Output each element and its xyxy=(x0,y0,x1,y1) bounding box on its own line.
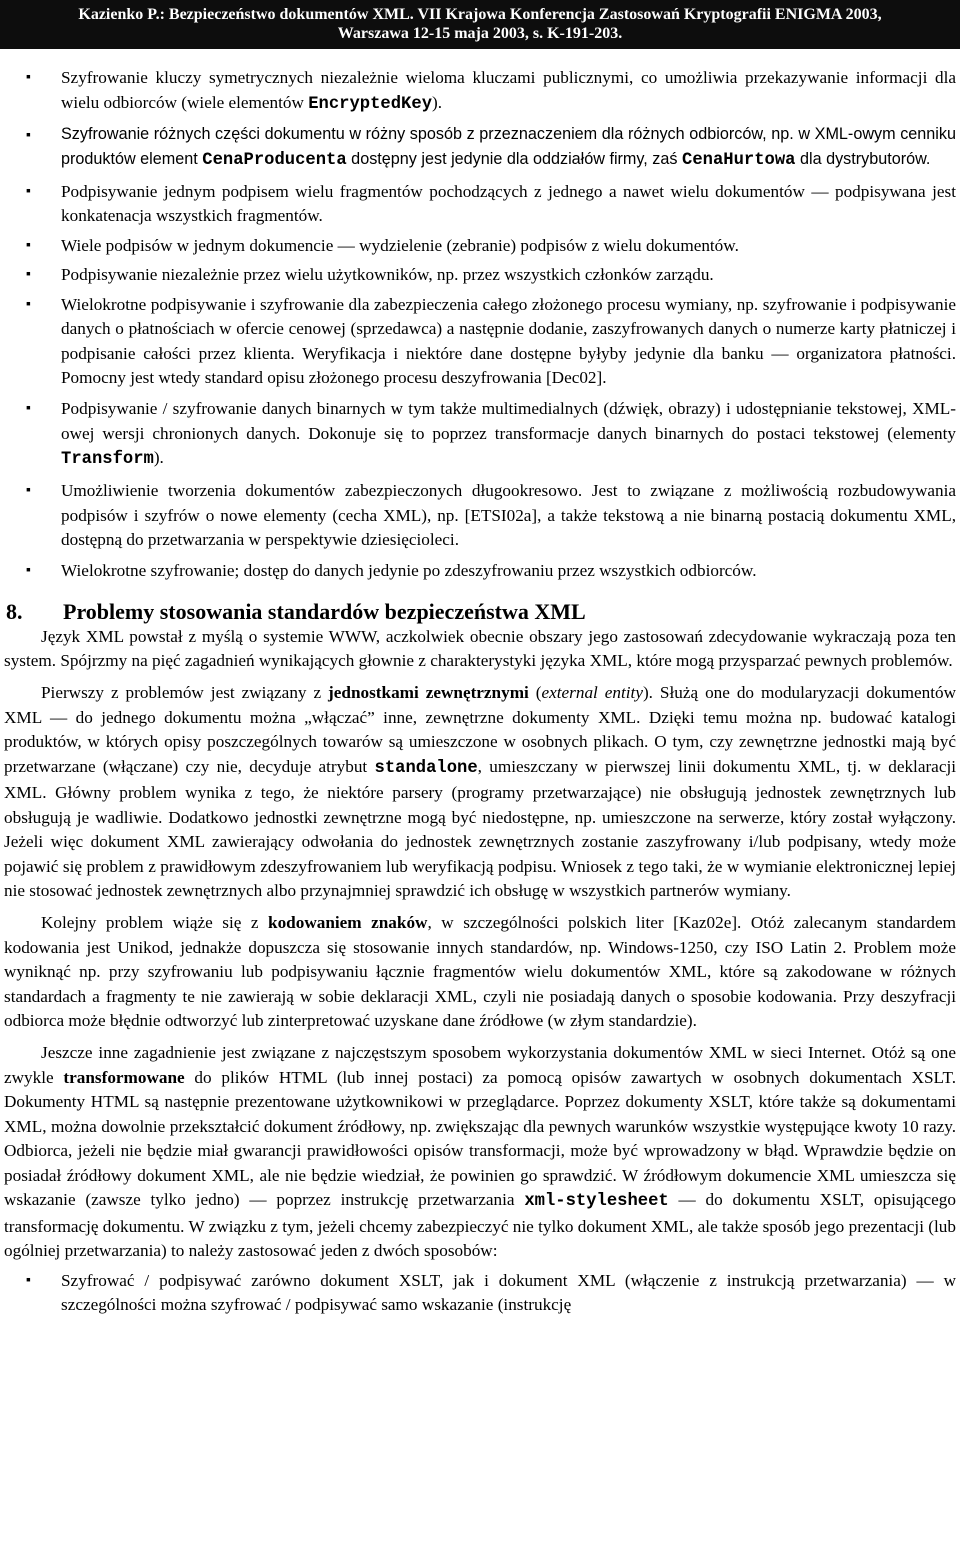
code-term: CenaHurtowa xyxy=(682,150,796,170)
feature-bullet-list xyxy=(4,66,956,584)
list-item: ▪ Podpisywanie / szyfrowanie danych binarnych w tym także multimedialnych (dźwięk, obrazy) i udostępnianie tekstowej, XML-owej wersji chronionych danych. Dokonuje się to poprzez transformacje danych binarnych do postaci tekstowej (elementy Transform). xyxy=(26,399,956,469)
code-term: xml-stylesheet xyxy=(524,1192,669,1211)
paragraph-character-encoding: Kolejny problem wiąże się z kodowaniem znaków, w szczególności polskich liter [Kaz02e]. Otóż zalecanym standardem kodowania jest Unikod, jednakże dopuszcza się stosowanie innych standardów, np. Windows-1250, czy ISO Latin 2. Problem może wyniknąć np. przy szyfrowaniu lub podpisywaniu łącznie fragmentów wielu dokumentów XML, które są zakodowane w różnych standardach a fragmenty te nie zawierają w sobie deklaracji XML, czyli nie posiadają danych o sposobie kodowania. Przy deszyfracji odbiorca może błędnie odtworzyć lub zinterpretować uzyskane dane źródłowe (w złym standardzie). xyxy=(4,913,956,1030)
page-body xyxy=(4,66,956,1318)
section-title: Problemy stosowania standardów bezpieczeństwa XML xyxy=(63,598,586,624)
bold-term: kodowaniem znaków xyxy=(268,913,428,932)
header-citation-line2: Warszawa 12-15 maja 2003, s. K-191-203. xyxy=(337,25,623,42)
bullet-square-icon: ▪ xyxy=(26,401,31,416)
paragraph-intro: Język XML powstał z myślą o systemie WWW, aczkolwiek obecnie obszary jego zastosowań zdecydowanie wykraczają poza ten system. Spójrzmy na pięć zagadnień wynikających głownie z charakterystyki języka XML, które mogą przysparzać pewnych problemów. xyxy=(4,626,956,670)
bullet-square-icon: ▪ xyxy=(26,267,31,282)
list-item: ▪ Wiele podpisów w jednym dokumencie — wydzielenie (zebranie) podpisów z wielu dokumentów. xyxy=(4,234,956,259)
list-item: ▪ Podpisywanie jednym podpisem wielu fragmentów pochodzących z jednego a nawet wielu dokumentów — podpisywana jest konkatenacja wszystkich fragmentów. xyxy=(26,181,956,225)
bullet-square-icon: ▪ xyxy=(26,237,31,253)
section-heading xyxy=(6,599,956,625)
header-citation-line1: Kazienko P.: Bezpieczeństwo dokumentów XML. VII Krajowa Konferencja Zastosowań Kryptografii ENIGMA 2003, xyxy=(78,6,882,23)
bullet-square-icon: ▪ xyxy=(26,296,31,312)
paragraph-transformations: Jeszcze inne zagadnienie jest związane z najczęstszym sposobem wykorzystania dokumentów XML w sieci Internet. Otóż są one zwykle transformowane do plików HTML (lub innej postaci) za pomocą opisów zawartych w osobnych dokumentach XSLT. Dokumenty HTML są następnie prezentowane użytkownikowi w przeglądarce. Poprzez dokumenty XSLT, które także są dokumentami XML, można dowolnie przekształcić dokument źródłowy, np. zwiększając dla pewnych warunków wszystkie występujące kwoty 10 razy. Odbiorca, jeżeli nie będzie miał gwarancji prawidłowości opisów transformacji, może być wprowadzony w błąd. Wprawdzie będzie on posiadał źródłowy dokument XML, ale nie będzie wiedział, że powinien go sprawdzić. W źródłowym dokumencie XML umieszcza się wskazanie (zawsze tylko jedno) — poprzez instrukcję przetwarzania xml-stylesheet — do dokumentu XSLT, opisującego transformację dokumentu. W związku z tym, jeżeli chcemy zabezpieczyć nie tylko dokument XML, ale także sposób jego prezentacji (lub ogólniej przetwarzania) to należy zastosować jeden z dwóch sposobów: xyxy=(4,1043,956,1260)
list-item: ▪ Podpisywanie niezależnie przez wielu użytkowników, np. przez wszystkich członków zarządu. xyxy=(4,263,956,288)
bullet-square-icon: ▪ xyxy=(26,183,31,199)
bullet-square-icon: ▪ xyxy=(26,483,31,498)
bullet-square-icon: ▪ xyxy=(26,1272,31,1288)
bullet-square-icon: ▪ xyxy=(26,70,31,85)
page-header xyxy=(0,0,960,49)
code-term: CenaProducenta xyxy=(202,150,347,170)
list-item: ▪ Szyfrowanie kluczy symetrycznych niezależnie wieloma kluczami publicznymi, co umożliwia przekazywanie informacji dla wielu odbiorców (wiele elementów EncryptedKey). xyxy=(26,68,956,114)
list-item: ▪ Szyfrować / podpisywać zarówno dokument XSLT, jak i dokument XML (włączenie z instrukcją przetwarzania) — w szczególności można szyfrować / podpisywać samo wskazanie (instrukcję xyxy=(26,1270,956,1314)
list-item: ▪ Szyfrowanie różnych części dokumentu w różny sposób z przeznaczeniem dla różnych odbiorców, np. w XML-owym cenniku produktów element CenaProducenta dostępny jest jedynie dla oddziałów firmy, zaś CenaHurtowa dla dystrybutorów. xyxy=(4,122,956,173)
bullet-square-icon: ▪ xyxy=(26,126,31,142)
list-item: ▪ Wielokrotne podpisywanie i szyfrowanie dla zabezpieczenia całego złożonego procesu wymiany, np. szyfrowanie i podpisywanie danych o płatnościach w ofercie cenowej (sprzedawca) a następnie dodanie, zaszyfrowanych danych o numerze karty płatniczej i podpisanie całości przez klienta. Weryfikacja i niektóre dane dostępne byłyby jedynie dla banku — organizatora płatności. Pomocny jest wtedy standard opisu złożonego procesu deszyfrowania [Dec02]. xyxy=(26,294,956,387)
code-term: standalone xyxy=(374,758,478,778)
bold-term: jednostkami zewnętrznymi xyxy=(328,683,529,702)
list-item: ▪ Wielokrotne szyfrowanie; dostęp do danych jedynie po zdeszyfrowaniu przez wszystkich odbiorców. xyxy=(4,559,956,584)
code-term: EncryptedKey xyxy=(308,94,433,114)
list-item: ▪ Umożliwienie tworzenia dokumentów zabezpieczonych długookresowo. Jest to związane z możliwością rozbudowywania podpisów i szyfrów o nowe elementy (cecha XML), np. [ETSI02a], a także tekstową a nie binarną postacią dokumentu XML, dostępną do przetwarzania w perspektywie dziesięcioleci. xyxy=(26,481,956,549)
section-number: 8. xyxy=(6,598,23,624)
italic-term: external entity xyxy=(541,683,643,702)
bullet-square-icon: ▪ xyxy=(26,563,31,578)
paragraph-external-entities: Pierwszy z problemów jest związany z jednostkami zewnętrznymi (external entity). Służą one do modularyzacji dokumentów XML — do jednego dokumentu można „włączać” inne, zewnętrzne dokumenty XML. Dzięki temu można np. budować katalogi produktów, w których opisy poszczególnych towarów są umieszczone w osobnych plikach. O tym, czy zewnętrzne jednostki mają być przetwarzane (włączane) czy nie, decyduje atrybut standalone, umieszczany w pierwszej linii dokumentu XML, tj. w deklaracji XML. Główny problem wynika z tego, że niektóre parsery (programy przetwarzające) nie obsługują jednostek zewnętrznych lub obsługują je wadliwie. Dodatkowo jednostki zewnętrzne mogą być niedostępne, np. umieszczone na serwerze, który został wyłączony. Jeżeli więc dokument XML zawierający odwołania do jednostek zewnętrznych zostanie zaszyfrowany i/lub podpisany, wtedy może pojawić się problem z prawidłowym zdeszyfrowaniem lub weryfikacją podpisu. Wniosek z tego taki, że w wymianie elektronicznej lepiej nie stosować jednostek zewnętrznych albo przynajmniej sprawdzić ich obsługę w wszystkich partnerów wymiany. xyxy=(4,683,956,900)
code-term: Transform xyxy=(61,450,154,469)
bold-term: transformowane xyxy=(63,1067,185,1087)
